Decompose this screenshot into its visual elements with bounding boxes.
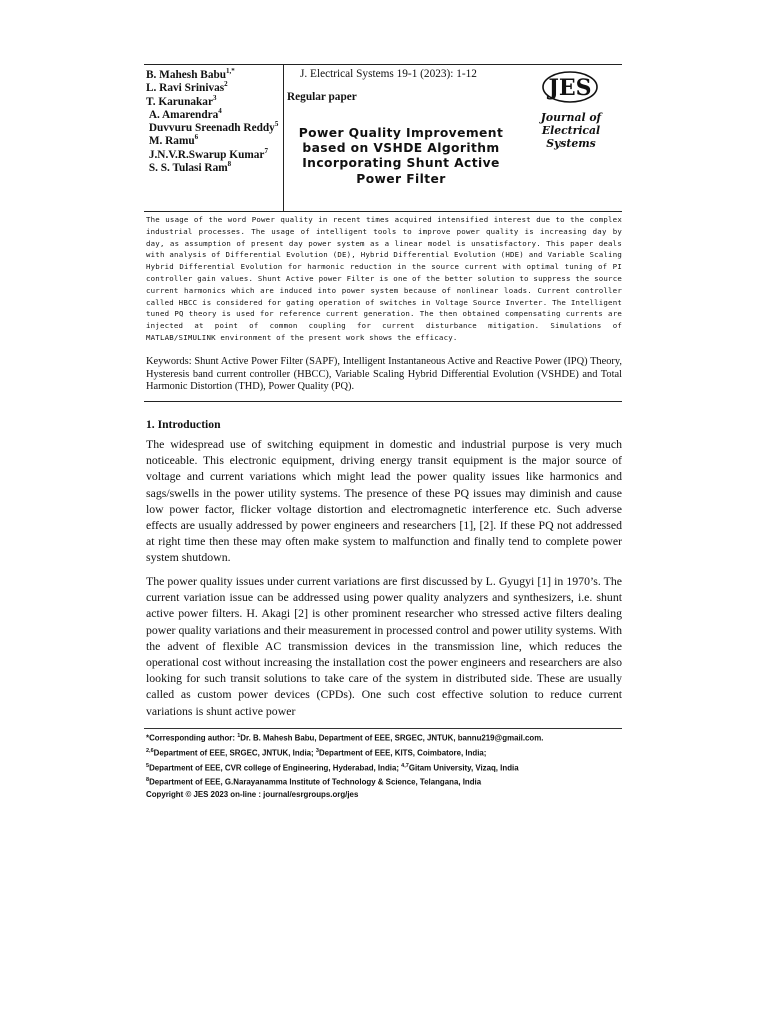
author-name: A. Amarendra [148, 108, 219, 121]
abstract-bottom-rule [144, 401, 622, 402]
logo-letters: JES [548, 75, 592, 101]
author-item [146, 122, 280, 135]
logo-caption-line: Systems [546, 137, 596, 150]
author-item [146, 135, 280, 148]
footnote-text: Department of EEE, CVR college of Engineering, Hyderabad, India; [149, 763, 402, 773]
logo-caption [520, 111, 622, 150]
author-affiliation-mark: 4 [218, 107, 222, 116]
author-name: B. Mahesh Babu [146, 69, 227, 81]
author-item [146, 93, 280, 109]
author-affiliation-mark: 5 [274, 120, 279, 129]
author-item [146, 109, 280, 122]
footnote-text: *Corresponding author: [146, 733, 238, 743]
author-affiliation-mark: 6 [194, 133, 199, 142]
footnote-line [146, 774, 622, 789]
author-name: Duvvuru Sreenadh Reddy [148, 122, 275, 135]
paper-title: Power Quality Improvement based on VSHDE Algorithm Incorporating Shunt Active Power Filter [298, 126, 504, 186]
footnote-mark: 5 [146, 762, 150, 769]
author-affiliation-mark: 8 [227, 160, 232, 169]
body-paragraph: The power quality issues under current variations are first discussed by L. Gyugyi [1] in 1970’s. The current variation issue can be addressed using power quality analyzers and synthesizers, i.e. shunt active power filters. H. Akagi [2] is other prominent researcher who stressed active filters dealing power quality variations and their measurement in processed control and power utility systems. With the advent of flexible AC transmission devices in the transmission line, which reduces the operational cost without increasing the installation cost the power engineers and researchers are also looking for such transit solutions to take care of the system in distributed side. These are usually called as custom power devices (CPDs). One such cost effective solution to reduce current variations is shunt active power [146, 574, 622, 718]
footnote-line [146, 730, 622, 745]
header-bottom-rule [144, 211, 622, 212]
body-paragraph: The widespread use of switching equipment in domestic and industrial purpose is very much noticeable. This electronic equipment, driving energy transit equipment is the major source of voltage and current variations which might lead the power quality issues like harmonics and sags/swells in the power utility systems. The presence of these PQ issues may diminish and cause low power factor, flicker voltage distortion and electromagnetic interference etc. Such adverse effects are usually addressed by power engineers and researchers [1], [2]. If these PQ not addressed at right time then these may often make system to malfunction and finally tend to complete power system shutdown. [146, 437, 622, 565]
author-name: S. S. Tulasi Ram [148, 162, 228, 175]
footnote-text: Gitam University, Vizaq, India [408, 763, 519, 773]
journal-reference: J. Electrical Systems 19-1 (2023): 1-12 [300, 68, 477, 80]
footnote-mark: 4,7 [401, 762, 409, 769]
footnote-line [146, 760, 622, 775]
footnote-mark: 3 [315, 747, 319, 754]
section-heading: 1. Introduction [146, 418, 221, 431]
author-item [146, 69, 280, 82]
footnote-rule [144, 728, 622, 729]
author-affiliation-mark: 3 [212, 93, 217, 102]
author-affiliation-mark: 2 [224, 80, 228, 89]
footnote-text: Department of EEE, KITS, Coimbatore, India; [318, 748, 487, 758]
logo-caption-line: Electrical [541, 124, 601, 137]
author-name: T. Karunakar [146, 95, 213, 108]
author-name: M. Ramu [148, 135, 195, 148]
header-top-rule [144, 64, 622, 65]
author-affiliation-mark: 1,* [226, 67, 235, 76]
footnote-text: Department of EEE, SRGEC, JNTUK, India; [153, 748, 316, 758]
footnote-text: Dr. B. Mahesh Babu, Department of EEE, SRGEC, JNTUK, bannu219@gmail.com. [240, 733, 544, 743]
copyright-line: Copyright © JES 2023 on-line : journal/esrgroups.org/jes [146, 790, 359, 799]
author-item [146, 149, 280, 162]
author-name: L. Ravi Srinivas [146, 82, 225, 95]
paper-type: Regular paper [287, 91, 357, 103]
abstract: The usage of the word Power quality in recent times acquired intensified interest due to the complex industrial processes. The usage of intelligent tools to improve power quality is increasing day by day, as assumption of present day power system as a linear model is unsatisfactory. This paper deals with analysis of Differential Evolution (DE), Hybrid Differential Evolution (HDE) and Variable Scaling Hybrid Differential Evolution for harmonic reduction in the source current with optimal tuning of PI controller gain values. Shunt Active power Filter is one of the better solution to suppress the source current harmonics which are induced into power system because of nonlinear loads. Current controller called HBCC is considered for gating operation of switches in Voltage Source Inverter. The Intelligent tuned PQ theory is used for reference current generation. The then obtained compensating currents are injected at point of common coupling for current disturbance mitigation. Simulations of MATLAB/SIMULINK environment of the present work shows the efficacy. [146, 215, 622, 342]
footnote-line [146, 745, 622, 760]
footnote-mark: 2,6 [146, 747, 154, 754]
logo-caption-line: Journal of [540, 111, 602, 124]
footnote-mark: 8 [146, 777, 150, 784]
author-item [146, 162, 280, 175]
footnote-text: Department of EEE, G.Narayanamma Institute of Technology & Science, Telangana, India [149, 778, 482, 788]
footnote-mark: 1 [237, 733, 241, 739]
keywords: Keywords: Shunt Active Power Filter (SAPF), Intelligent Instantaneous Active and Reactive Power (IPQ) Theory, Hysteresis band current controller (HBCC), Variable Scaling Hybrid Differential Evolution (VSHDE) and Total Harmonic Distortion (THD), Power Quality (PQ). [146, 356, 622, 393]
author-affiliation-mark: 7 [264, 147, 268, 156]
author-name: J.N.V.R.Swarup Kumar [148, 148, 265, 161]
header-divider [283, 64, 284, 212]
author-list [146, 69, 280, 175]
footnotes [146, 730, 622, 789]
